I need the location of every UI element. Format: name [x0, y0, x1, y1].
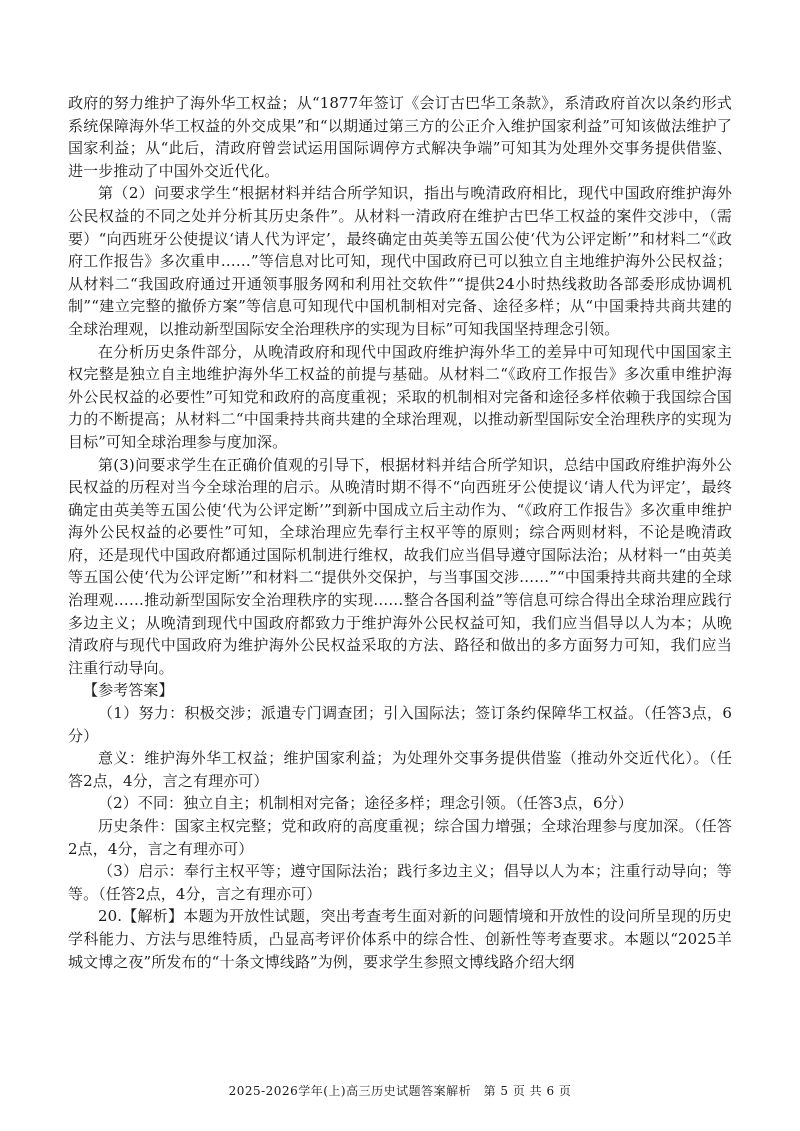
paragraph-historical-conditions: 在分析历史条件部分，从晚清政府和现代中国政府维护海外华工的差异中可知现代中国国家主权完整是独立自主地维护海外华工权益的前提与基础。从材料二“《政府工作报告》多次重申维护海外公民权益的必要性”可知党和政府的高度重视；采取的机制相对完备和途径多样依赖于我国综合国力的不断提高；从材料二“中国秉持共商共建的全球治理观，以推动新型国际安全治理秩序的实现为目标”可知全球治理参与度加深。 [68, 342, 732, 451]
page-footer: 2025-2026学年(上)高三历史试题答案解析 第 5 页 共 6 页 [228, 1084, 572, 1098]
paragraph-continuation: 政府的努力维护了海外华工权益；从“1877年签订《会订古巴华工条款》，系清政府首次以条约形式系统保障海外华工权益的外交成果”和“以期通过第三方的公正介入维护国家利益”可知该做法维护了国家利益；从“此后，清政府曾尝试运用国际调停方式解决争端”可知其为处理外交事务提供借鉴、进一步推动了中国外交近代化。 [68, 94, 732, 180]
question-20-analysis: 20.【解析】本题为开放性试题，突出考查考生面对新的问题情境和开放性的设问所呈现的历史学科能力、方法与思维特质，凸显高考评价体系中的综合性、创新性等考查要求。本题以“2025羊城文博之夜”所发布的“十条文博线路”为例，要求学生参照文博线路介绍大纲 [68, 907, 732, 971]
answer-analysis-body [68, 92, 732, 973]
answer-1-efforts: （1）努力：积极交涉；派遣专门调查团；引入国际法；签订条约保障华工权益。（任答3点，6分） [68, 704, 732, 745]
paragraph-question-3: 第(3)问要求学生在正确价值观的引导下，根据材料并结合所学知识，总结中国政府维护海外公民权益的历程对当今全球治理的启示。从晚清时期不得不“向西班牙公使提议‘请人代为评定’，最终确定由英美等五国公使‘代为公评定断’”到新中国成立后主动作为、“《政府工作报告》多次重申维护海外公民权益的必要性”可知，全球治理应先奉行主权平等的原则；综合两则材料，不论是晚清政府，还是现代中国政府都通过国际机制进行维权，故我们应当倡导遵守国际法治；从材料一“由英美等五国公使‘代为公评定断’”和材料二“提供外交保护，与当事国交涉……”“中国秉持共商共建的全球治理观……推动新型国际安全治理秩序的实现……整合各国利益”等信息可综合得出全球治理应践行多边主义；从晚清到现代中国政府都致力于维护海外公民权益可知，我们应当倡导以人为本；从晚清政府与现代中国政府为维护海外公民权益采取的方法、路径和做出的多方面努力可知，我们应当注重行动导向。 [68, 455, 732, 677]
answer-1-significance: 意义：维护海外华工权益；维护国家利益；为处理外交事务提供借鉴（推动外交近代化）。（任答2点，4分，言之有理亦可） [68, 749, 732, 790]
answer-3-insights: （3）启示：奉行主权平等；遵守国际法治；践行多边主义；倡导以人为本；注重行动导向；等等。（任答2点，4分，言之有理亦可） [68, 862, 732, 903]
answer-2-conditions: 历史条件：国家主权完整；党和政府的高度重视；综合国力增强；全球治理参与度加深。（任答2点，4分，言之有理亦可） [68, 817, 732, 858]
answer-2-differences: （2）不同：独立自主；机制相对完备；途径多样；理念引领。（任答3点，6分） [98, 794, 633, 813]
reference-answer-heading: 【参考答案】 [83, 681, 174, 700]
paragraph-question-2: 第（2）问要求学生“根据材料并结合所学知识，指出与晚清政府相比，现代中国政府维护海外公民权益的不同之处并分析其历史条件”。从材料一清政府在维护古巴华工权益的案件交涉中，（需要）“向西班牙公使提议‘请人代为评定’，最终确定由英美等五国公使‘代为公评定断’”和材料二“《政府工作报告》多次重申……”等信息对比可知，现代中国政府已可以独立自主地维护海外公民权益；从材料二“我国政府通过开通领事服务网和利用社交软件”“提供24小时热线救助各部委形成协调机制”“建立完整的撤侨方案”等信息可知现代中国机制相对完备、途径多样；从“中国秉持共商共建的全球治理观，以推动新型国际安全治理秩序的实现为目标”可知我国坚持理念引领。 [68, 184, 732, 338]
